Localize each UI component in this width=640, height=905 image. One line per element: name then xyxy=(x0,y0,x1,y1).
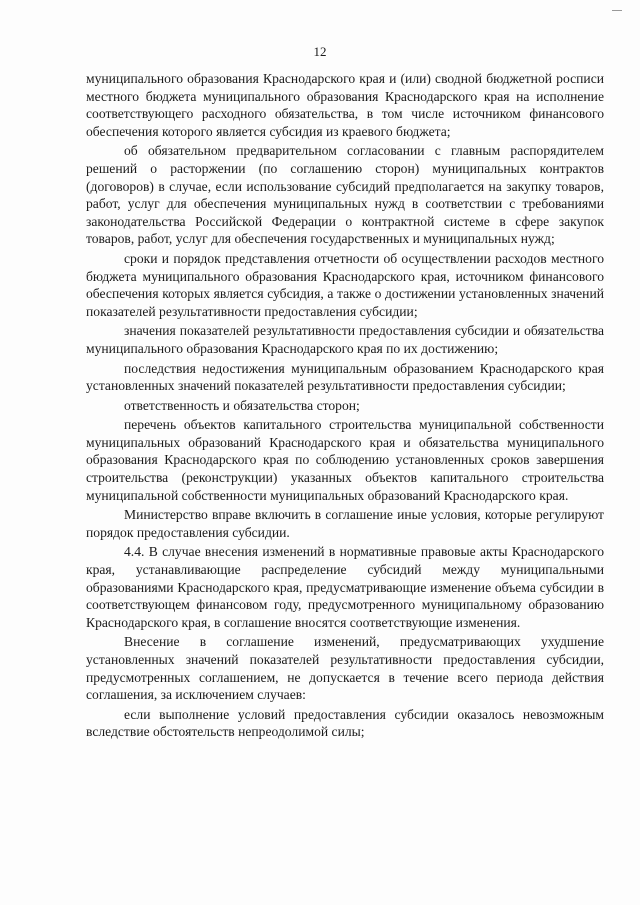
page-number: 12 xyxy=(313,44,327,59)
paragraph: если выполнение условий предоставления субсидии оказалось невозможным вследствие обстоятельств непреодолимой силы; xyxy=(86,706,604,740)
paragraph: последствия недостижения муниципальным образованием Краснодарского края установленных значений показателей результативности предоставления субсидии; xyxy=(86,360,604,394)
paragraph: 4.4. В случае внесения изменений в нормативные правовые акты Краснодарского края, устанавливающие распределение субсидий между муниципальными образованиями Краснодарского края, предусматривающие изменение объема субсидии в соответствующем финансовом году, предусмотренного муниципальному образованию Краснодарского края, в соглашение вносятся соответствующие изменения. xyxy=(86,544,604,630)
paragraph: значения показателей результативности предоставления субсидии и обязательства муниципального образования Краснодарского края по их достижению; xyxy=(86,323,604,356)
paragraph: муниципального образования Краснодарского края и (или) сводной бюджетной росписи местного бюджета муниципального образования Краснодарского края на исполнение соответствующего расходного обязательства, в том числе источником финансового обеспечения которого является субсидия из краевого бюджета; xyxy=(86,71,604,139)
paragraph: Министерство вправе включить в соглашение иные условия, которые регулируют порядок предоставления субсидии. xyxy=(86,507,604,540)
paragraph: сроки и порядок представления отчетности об осуществлении расходов местного бюджета муниципального образования Краснодарского края, источником финансового обеспечения которых является субсидия, а также о достижении установленных значений показателей результативности предоставления субсидии; xyxy=(86,250,604,319)
document-body xyxy=(86,70,604,743)
paragraph: об обязательном предварительном согласовании с главным распорядителем решений о расторжении (по соглашению сторон) муниципальных контрактов (договоров) в случае, если использование субсидий предполагается на закупку товаров, работ, услуг для обеспечения муниципальных нужд в соответствии с требованиями законодательства Российской Федерации о контрактной системе в сфере закупок товаров, работ, услуг для обеспечения государственных и муниципальных нужд; xyxy=(86,143,604,247)
paragraph: Внесение в соглашение изменений, предусматривающих ухудшение установленных значений показателей результативности предоставления субсидии, предусмотренных соглашением, не допускается в течение всего периода действия соглашения, за исключением случаев: xyxy=(86,634,604,703)
paragraph: перечень объектов капитального строительства муниципальной собственности муниципальных образований Краснодарского края и обязательства муниципального образования Краснодарского края по соблюдению установленных сроков завершения строительства (реконструкции) указанных объектов капитального строительства муниципальной собственности муниципальных образований Краснодарского края. xyxy=(86,417,604,503)
paragraph: ответственность и обязательства сторон; xyxy=(124,397,360,413)
scan-mark xyxy=(612,10,622,11)
